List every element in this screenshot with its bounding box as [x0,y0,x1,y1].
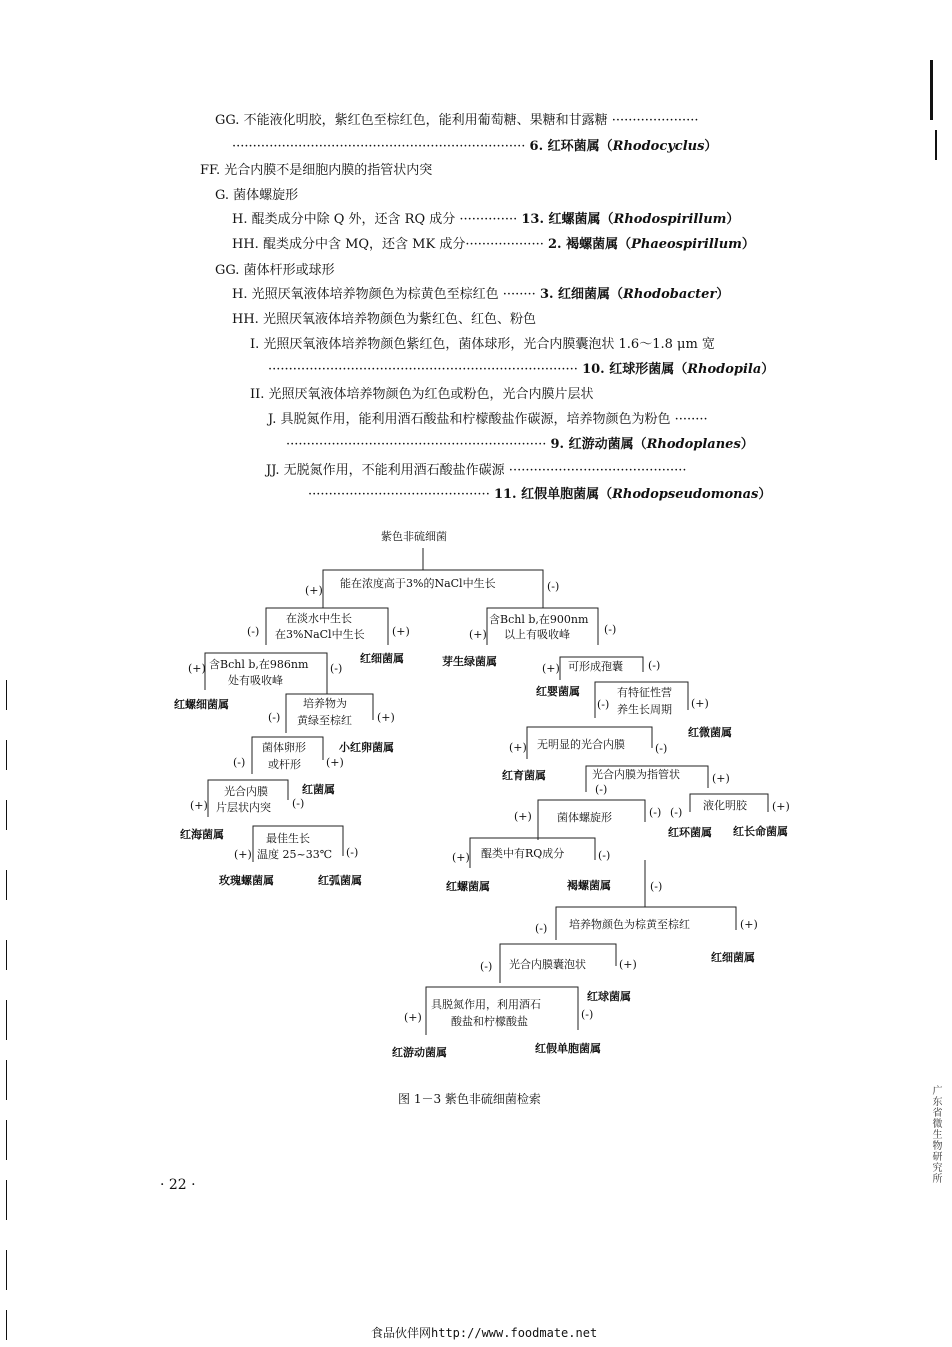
key-line: GG. 不能液化明胶，紫红色至棕红色，能利用葡萄糖、果糖和甘露糖 ····················· [215,113,699,128]
tree-node: 菌体螺旋形 [557,811,612,824]
genus-label: 小红卵菌属 [339,741,394,754]
sign-plus: (+) [469,628,487,641]
sign-minus: (-) [598,849,611,862]
genus-label: 玫瑰螺菌属 [219,874,274,887]
genus-label: 芽生绿菌属 [442,655,497,668]
sign-plus: (+) [190,799,208,812]
sign-plus: (+) [772,800,790,813]
genus-label: 褐螺菌属 [567,879,611,892]
sign-minus: (-) [268,711,281,724]
side-text: 广东省微生物研究所 [930,1085,941,1184]
genus-label: 红婴菌属 [536,685,580,698]
sign-minus: (-) [480,960,493,973]
key-line: ······························································· 9. 红游动菌属（Rhodoplanes） [286,437,754,452]
tree-node: 最佳生长 [266,832,310,845]
sign-plus: (+) [542,662,560,675]
genus-label: 红弧菌属 [318,874,362,887]
key-line: H. 光照厌氧液体培养物颜色为棕黄色至棕红色 ········ 3. 红细菌属（Rhodobacter） [232,287,730,302]
tree-node: 在3%NaCl中生长 [275,628,365,641]
footer-source: 食品伙伴网http://www.foodmate.net [371,1326,598,1340]
tree-node: 或杆形 [268,758,301,771]
genus-label: 红长命菌属 [733,825,788,838]
tree-node: 片层状内突 [216,801,271,814]
genus-label: 红育菌属 [502,769,546,782]
sign-minus: (-) [247,625,260,638]
genus-label: 红假单胞菌属 [535,1042,601,1055]
sign-plus: (+) [326,756,344,769]
tree-node: 在淡水中生长 [286,612,352,625]
sign-minus: (-) [649,806,662,819]
sign-minus: (-) [670,806,683,819]
key-line: ············································ 11. 红假单胞菌属（Rhodopseudomonas） [308,487,772,502]
sign-plus: (+) [509,741,527,754]
genus-label: 红螺细菌属 [174,698,229,711]
genus-label: 红游动菌属 [392,1046,447,1059]
tree-node: 醌类中有RQ成分 [481,847,565,860]
sign-plus: (+) [392,625,410,638]
tree-node: 具脱氮作用，利用酒石 [431,998,541,1011]
key-line: ··········································································· 10. 红球形菌属（Rhodopila） [268,362,775,377]
sign-plus: (+) [740,918,758,931]
tree-node: 含Bchl b,在986nm [209,658,309,671]
key-line: II. 光照厌氧液体培养物颜色为红色或粉色，光合内膜片层状 [250,387,594,402]
sign-minus: (-) [330,662,343,675]
tree-node: 光合内膜为指管状 [592,768,680,781]
tree-node: 以上有吸收峰 [504,628,570,641]
key-line: HH. 醌类成分中含 MQ，还含 MK 成分··················· 2. 褐螺菌属（Phaeospirillum） [232,237,755,252]
sign-minus: (-) [233,756,246,769]
genus-label: 红环菌属 [668,826,712,839]
sign-minus: (-) [346,846,359,859]
tree-node: 黄绿至棕红 [297,714,352,727]
genus-label: 红微菌属 [688,726,732,739]
key-line: I. 光照厌氧液体培养物颜色紫红色，菌体球形，光合内膜囊泡状 1.6～1.8 μm 宽 [250,337,715,352]
key-line: ······································································· 6. 红环菌属（Rhodocyclus） [232,139,718,154]
tree-node: 温度 25~33℃ [257,848,333,861]
tree-node: 液化明胶 [703,799,747,812]
key-line: J. 具脱氮作用，能利用酒石酸盐和柠檬酸盐作碳源，培养物颜色为粉色 ········ [268,412,708,427]
sign-minus: (-) [535,922,548,935]
sign-minus: (-) [292,797,305,810]
sign-plus: (+) [404,1011,422,1024]
tree-node: 可形成孢囊 [568,660,623,673]
key-line: H. 醌类成分中除 Q 外，还含 RQ 成分 ·············· 13. 红螺菌属（Rhodospirillum） [232,212,740,227]
sign-plus: (+) [619,958,637,971]
sign-minus: (-) [581,1008,594,1021]
tree-root: 紫色非硫细菌 [381,530,447,543]
genus-label: 红螺菌属 [446,880,490,893]
tree-node: 菌体卵形 [262,741,306,754]
tree-node: 酸盐和柠檬酸盐 [451,1015,528,1028]
tree-node: 培养物颜色为棕黄至棕红 [569,918,690,931]
sign-plus: (+) [188,662,206,675]
figure-caption: 图 1－3 紫色非硫细菌检索 [398,1092,541,1106]
sign-plus: (+) [712,772,730,785]
sign-minus: (-) [648,659,661,672]
key-line: GG. 菌体杆形或球形 [215,263,335,278]
tree-node: 无明显的光合内膜 [537,738,625,751]
sign-plus: (+) [691,697,709,710]
sign-minus: (-) [595,783,608,796]
sign-plus: (+) [234,848,252,861]
key-line: JJ. 无脱氮作用，不能利用酒石酸盐作碳源 ··········································· [266,463,687,478]
sign-plus: (+) [452,851,470,864]
sign-plus: (+) [377,711,395,724]
genus-label: 红细菌属 [711,951,755,964]
key-line: G. 菌体螺旋形 [215,188,299,203]
tree-node: 能在浓度高于3%的NaCl中生长 [340,577,496,590]
genus-label: 红球菌属 [587,990,631,1003]
sign-minus: (-) [655,742,668,755]
page-number: · 22 · [160,1177,196,1193]
sign-plus: (+) [514,810,532,823]
genus-label: 红海菌属 [180,828,224,841]
tree-node: 处有吸收峰 [228,674,283,687]
sign-plus: (+) [305,584,323,597]
sign-minus: (-) [547,580,560,593]
genus-label: 红菌属 [302,783,335,796]
genus-label: 红细菌属 [360,652,404,665]
tree-node: 光合内膜 [224,785,268,798]
tree-node: 含Bchl b,在900nm [489,613,589,626]
sign-minus: (-) [604,623,617,636]
key-line: HH. 光照厌氧液体培养物颜色为紫红色、红色、粉色 [232,312,536,327]
tree-node: 有特征性营 [617,686,672,699]
tree-node: 养生长周期 [617,703,672,716]
key-line: FF. 光合内膜不是细胞内膜的指管状内突 [200,163,433,178]
tree-node: 光合内膜囊泡状 [509,958,586,971]
sign-minus: (-) [650,880,663,893]
sign-minus: (-) [597,698,610,711]
tree-node: 培养物为 [303,697,347,710]
